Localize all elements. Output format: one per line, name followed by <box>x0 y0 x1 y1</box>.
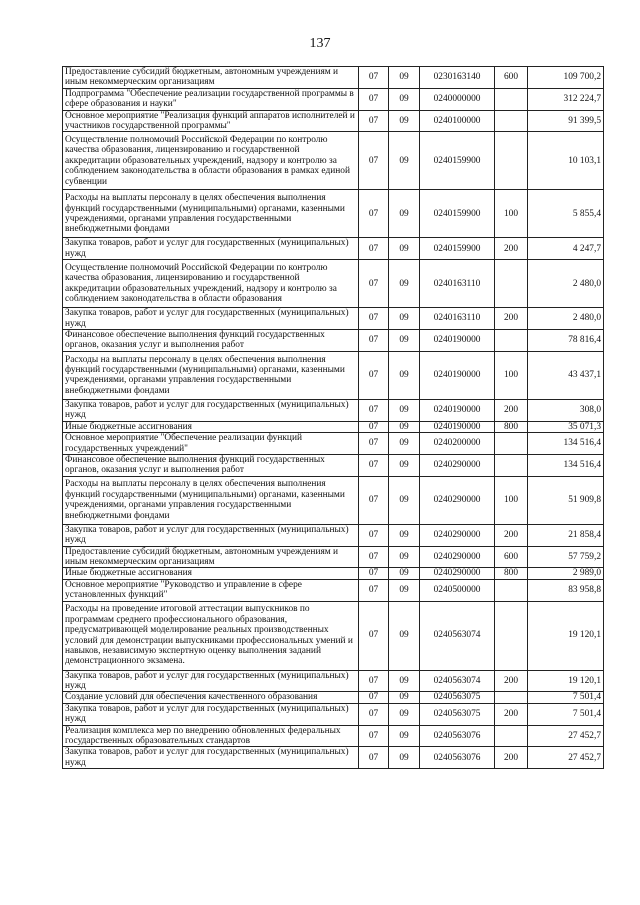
row-section: 07 <box>359 330 389 352</box>
budget-table <box>62 66 604 769</box>
row-expense-type: 100 <box>495 190 528 238</box>
row-expense-type: 200 <box>495 399 528 421</box>
row-subsection: 09 <box>389 132 420 190</box>
row-expense-type <box>495 260 528 308</box>
row-section: 07 <box>359 433 389 455</box>
row-subsection: 09 <box>389 747 420 769</box>
row-subsection: 09 <box>389 725 420 747</box>
row-section: 07 <box>359 692 389 703</box>
row-amount: 43 437,1 <box>528 351 604 399</box>
row-amount: 35 071,3 <box>528 421 604 432</box>
row-section: 07 <box>359 476 389 524</box>
row-target-article: 0240563074 <box>420 601 495 670</box>
row-section: 07 <box>359 132 389 190</box>
row-expense-type: 200 <box>495 703 528 725</box>
row-name: Расходы на проведение итоговой аттестации выпускников по программам среднего профессионального образования, предусматривающей моделирование реальных производственных условий для демонстрации выпускниками профессиональных умений и навыков, независимую экспертную оценку выполнения заданий демонстрационного экзамена. <box>63 601 359 670</box>
row-subsection: 09 <box>389 421 420 432</box>
row-section: 07 <box>359 308 389 330</box>
row-amount: 134 516,4 <box>528 433 604 455</box>
row-amount: 312 224,7 <box>528 88 604 110</box>
row-amount: 27 452,7 <box>528 747 604 769</box>
row-subsection: 09 <box>389 399 420 421</box>
row-subsection: 09 <box>389 308 420 330</box>
row-amount: 78 816,4 <box>528 330 604 352</box>
row-section: 07 <box>359 260 389 308</box>
row-target-article: 0240190000 <box>420 351 495 399</box>
row-subsection: 09 <box>389 692 420 703</box>
row-name: Осуществление полномочий Российской Федерации по контролю качества образования, лицензированию и государственной аккредитации образовательных учреждений, надзору и контролю за соблюдением законодательства в области образования в рамках единой субвенции <box>63 132 359 190</box>
row-expense-type: 200 <box>495 308 528 330</box>
table-row <box>63 132 604 190</box>
row-subsection: 09 <box>389 88 420 110</box>
table-row <box>63 351 604 399</box>
row-amount: 2 480,0 <box>528 308 604 330</box>
row-amount: 2 480,0 <box>528 260 604 308</box>
row-expense-type: 200 <box>495 238 528 260</box>
row-subsection: 09 <box>389 260 420 308</box>
row-target-article: 0240563075 <box>420 703 495 725</box>
row-section: 07 <box>359 747 389 769</box>
table-row <box>63 308 604 330</box>
row-name: Расходы на выплаты персоналу в целях обеспечения выполнения функций государственными (муниципальными) органами, казенными учреждениями, органами управления государственными внебюджетными фондами <box>63 190 359 238</box>
row-expense-type: 100 <box>495 476 528 524</box>
table-row <box>63 260 604 308</box>
table-row <box>63 399 604 421</box>
row-name: Закупка товаров, работ и услуг для государственных (муниципальных) нужд <box>63 703 359 725</box>
row-name: Расходы на выплаты персоналу в целях обеспечения выполнения функций государственными (муниципальными) органами, казенными учреждениями, органами управления государственными внебюджетными фондами <box>63 351 359 399</box>
table-row <box>63 67 604 89</box>
row-section: 07 <box>359 546 389 568</box>
row-target-article: 0240563076 <box>420 747 495 769</box>
table-row <box>63 670 604 692</box>
row-target-article: 0240563076 <box>420 725 495 747</box>
row-subsection: 09 <box>389 546 420 568</box>
row-name: Финансовое обеспечение выполнения функций государственных органов, оказания услуг и выполнения работ <box>63 454 359 476</box>
row-subsection: 09 <box>389 454 420 476</box>
row-expense-type: 600 <box>495 67 528 89</box>
row-name: Закупка товаров, работ и услуг для государственных (муниципальных) нужд <box>63 238 359 260</box>
row-section: 07 <box>359 399 389 421</box>
row-target-article: 0230163140 <box>420 67 495 89</box>
row-name: Предоставление субсидий бюджетным, автономным учреждениям и иным некоммерческим организациям <box>63 546 359 568</box>
row-target-article: 0240190000 <box>420 399 495 421</box>
row-target-article: 0240163110 <box>420 260 495 308</box>
row-amount: 2 989,0 <box>528 568 604 579</box>
row-name: Создание условий для обеспечения качественного образования <box>63 692 359 703</box>
table-row <box>63 110 604 132</box>
row-section: 07 <box>359 524 389 546</box>
table-row <box>63 747 604 769</box>
row-amount: 4 247,7 <box>528 238 604 260</box>
row-target-article: 0240563075 <box>420 692 495 703</box>
table-row <box>63 433 604 455</box>
row-amount: 21 858,4 <box>528 524 604 546</box>
row-section: 07 <box>359 725 389 747</box>
row-expense-type <box>495 725 528 747</box>
table-row <box>63 238 604 260</box>
row-section: 07 <box>359 454 389 476</box>
row-subsection: 09 <box>389 476 420 524</box>
table-row <box>63 579 604 601</box>
row-amount: 57 759,2 <box>528 546 604 568</box>
row-target-article: 0240159900 <box>420 238 495 260</box>
row-target-article: 0240163110 <box>420 308 495 330</box>
row-subsection: 09 <box>389 524 420 546</box>
row-expense-type <box>495 692 528 703</box>
row-expense-type <box>495 433 528 455</box>
row-expense-type: 800 <box>495 568 528 579</box>
row-section: 07 <box>359 190 389 238</box>
table-row <box>63 524 604 546</box>
row-name: Финансовое обеспечение выполнения функций государственных органов, оказания услуг и выполнения работ <box>63 330 359 352</box>
row-subsection: 09 <box>389 433 420 455</box>
row-subsection: 09 <box>389 670 420 692</box>
page-number: 137 <box>309 36 331 51</box>
row-section: 07 <box>359 88 389 110</box>
row-target-article: 0240500000 <box>420 579 495 601</box>
table-row <box>63 601 604 670</box>
row-target-article: 0240200000 <box>420 433 495 455</box>
row-expense-type <box>495 454 528 476</box>
row-expense-type: 200 <box>495 670 528 692</box>
row-expense-type: 600 <box>495 546 528 568</box>
row-target-article: 0240159900 <box>420 132 495 190</box>
row-section: 07 <box>359 110 389 132</box>
table-row <box>63 725 604 747</box>
row-subsection: 09 <box>389 238 420 260</box>
table-row <box>63 692 604 703</box>
row-target-article: 0240190000 <box>420 421 495 432</box>
table-row <box>63 421 604 432</box>
row-name: Закупка товаров, работ и услуг для государственных (муниципальных) нужд <box>63 524 359 546</box>
row-subsection: 09 <box>389 110 420 132</box>
row-target-article: 0240290000 <box>420 546 495 568</box>
row-section: 07 <box>359 670 389 692</box>
row-amount: 19 120,1 <box>528 601 604 670</box>
row-expense-type <box>495 132 528 190</box>
row-target-article: 0240290000 <box>420 454 495 476</box>
budget-table-body <box>63 67 604 769</box>
table-row <box>63 88 604 110</box>
row-name: Основное мероприятие "Реализация функций аппаратов исполнителей и участников государственной программы" <box>63 110 359 132</box>
table-row <box>63 476 604 524</box>
row-name: Закупка товаров, работ и услуг для государственных (муниципальных) нужд <box>63 747 359 769</box>
row-subsection: 09 <box>389 568 420 579</box>
row-subsection: 09 <box>389 330 420 352</box>
row-expense-type <box>495 110 528 132</box>
row-expense-type <box>495 330 528 352</box>
table-row <box>63 568 604 579</box>
row-subsection: 09 <box>389 579 420 601</box>
row-name: Иные бюджетные ассигнования <box>63 568 359 579</box>
row-target-article: 0240000000 <box>420 88 495 110</box>
row-expense-type <box>495 579 528 601</box>
row-target-article: 0240190000 <box>420 330 495 352</box>
row-name: Предоставление субсидий бюджетным, автономным учреждениям и иным некоммерческим организациям <box>63 67 359 89</box>
row-amount: 91 399,5 <box>528 110 604 132</box>
row-expense-type: 800 <box>495 421 528 432</box>
row-section: 07 <box>359 568 389 579</box>
table-row <box>63 190 604 238</box>
row-name: Иные бюджетные ассигнования <box>63 421 359 432</box>
row-section: 07 <box>359 601 389 670</box>
row-amount: 109 700,2 <box>528 67 604 89</box>
row-name: Основное мероприятие "Обеспечение реализации функций государственных учреждений" <box>63 433 359 455</box>
row-name: Закупка товаров, работ и услуг для государственных (муниципальных) нужд <box>63 308 359 330</box>
row-name: Подпрограмма "Обеспечение реализации государственной программы в сфере образования и науки" <box>63 88 359 110</box>
row-subsection: 09 <box>389 351 420 399</box>
row-section: 07 <box>359 67 389 89</box>
table-row <box>63 330 604 352</box>
table-row <box>63 703 604 725</box>
row-name: Основное мероприятие "Руководство и управление в сфере установленных функций" <box>63 579 359 601</box>
row-section: 07 <box>359 351 389 399</box>
row-target-article: 0240100000 <box>420 110 495 132</box>
row-target-article: 0240159900 <box>420 190 495 238</box>
row-amount: 308,0 <box>528 399 604 421</box>
row-name: Осуществление полномочий Российской Федерации по контролю качества образования, лицензированию и государственной аккредитации образовательных учреждений, надзору и контролю за соблюдением законодательства в области образования <box>63 260 359 308</box>
row-expense-type: 100 <box>495 351 528 399</box>
row-name: Расходы на выплаты персоналу в целях обеспечения выполнения функций государственными (муниципальными) органами, казенными учреждениями, органами управления государственными внебюджетными фондами <box>63 476 359 524</box>
table-row <box>63 454 604 476</box>
row-subsection: 09 <box>389 601 420 670</box>
row-name: Реализация комплекса мер по внедрению обновленных федеральных государственных образовательных стандартов <box>63 725 359 747</box>
row-expense-type <box>495 601 528 670</box>
row-amount: 83 958,8 <box>528 579 604 601</box>
row-subsection: 09 <box>389 703 420 725</box>
table-row <box>63 546 604 568</box>
row-expense-type <box>495 88 528 110</box>
row-amount: 7 501,4 <box>528 692 604 703</box>
row-name: Закупка товаров, работ и услуг для государственных (муниципальных) нужд <box>63 399 359 421</box>
row-amount: 7 501,4 <box>528 703 604 725</box>
row-target-article: 0240290000 <box>420 524 495 546</box>
row-section: 07 <box>359 703 389 725</box>
row-subsection: 09 <box>389 190 420 238</box>
row-amount: 19 120,1 <box>528 670 604 692</box>
row-expense-type: 200 <box>495 747 528 769</box>
row-target-article: 0240290000 <box>420 476 495 524</box>
row-target-article: 0240290000 <box>420 568 495 579</box>
row-amount: 10 103,1 <box>528 132 604 190</box>
row-name: Закупка товаров, работ и услуг для государственных (муниципальных) нужд <box>63 670 359 692</box>
row-section: 07 <box>359 238 389 260</box>
row-subsection: 09 <box>389 67 420 89</box>
row-amount: 51 909,8 <box>528 476 604 524</box>
row-expense-type: 200 <box>495 524 528 546</box>
row-section: 07 <box>359 579 389 601</box>
row-section: 07 <box>359 421 389 432</box>
row-target-article: 0240563074 <box>420 670 495 692</box>
row-amount: 27 452,7 <box>528 725 604 747</box>
row-amount: 5 855,4 <box>528 190 604 238</box>
row-amount: 134 516,4 <box>528 454 604 476</box>
